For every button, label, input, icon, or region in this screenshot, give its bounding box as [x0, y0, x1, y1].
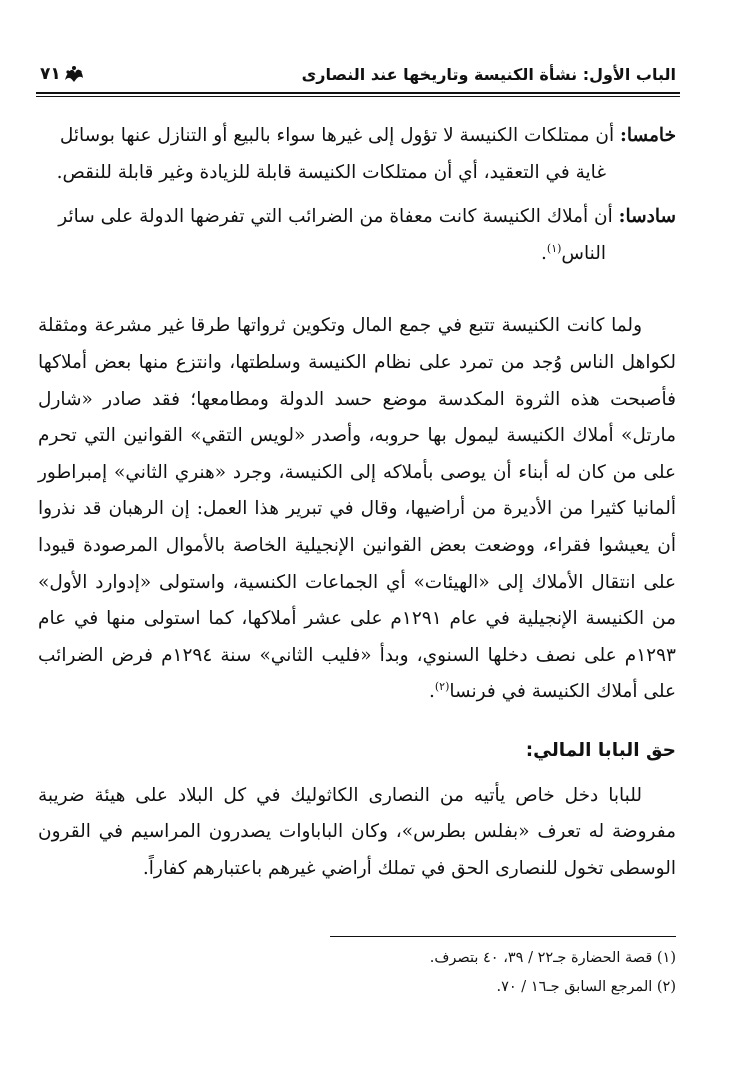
item-text-sixth-line2-wrap: [38, 236, 676, 273]
item-text-fifth-line1: أن ممتلكات الكنيسة لا تؤول إلى غيرها سواء بالبيع أو التنازل عنها بوسائل: [59, 125, 621, 146]
list-item-fifth: [38, 118, 676, 155]
paragraph-confiscations-text: ولما كانت الكنيسة تتبع في جمع المال وتكوين ثرواتها طرقا غير مشرعة ومثقلة لكواهل الناس وُجد من تمرد على نظام الكنيسة وسلطتها، وانتزع منها بعض أملاكها فأصبحت هذه الثروة المكدسة موضع حسد الدولة ومطامعها؛ فقد صادر «شارل مارتل» أملاك الكنيسة ليمول بها حروبه، وأصدر «لويس التقي» القوانين التي تحرم على من كان له أبناء أن يوصى بأملاكه إلى الكنيسة، وجرد «هنري الثاني» إمبراطور ألمانيا كثيرا من الأديرة من أراضيها، وقال في تبرير هذا العمل: إن الرهبان قد نذروا أن يعيشوا فقراء، ووضعت بعض القوانين الإنجيلية الخاصة بالأموال المرصودة قيودا على انتقال الأملاك إلى «الهيئات» أي الجماعات الكنسية، واستولى «إدوارد الأول» من الكنيسة الإنجيلية في عام ١٢٩١م على عشر أملاكها، كما استولى منها في عام ١٢٩٣م على نصف دخلها السنوي، وبدأ «فليب الثاني» سنة ١٢٩٤م فرض الضرائب على أملاك الكنيسة في فرنسا: [38, 315, 676, 703]
item-text-sixth-end: .: [541, 242, 547, 264]
page-number: ٧١: [40, 64, 61, 84]
header-rule-thin: [36, 96, 680, 97]
footnote-ref-2[interactable]: (٢): [434, 680, 450, 694]
footnote-ref-1[interactable]: (١): [546, 241, 562, 255]
page-body: [38, 118, 676, 887]
footnote-separator: [330, 936, 676, 937]
footnotes: [60, 944, 676, 1002]
footnote-1: (١) قصة الحضارة جـ٢٢ / ٣٩، ٤٠ بتصرف.: [429, 950, 676, 966]
paragraph-confiscations-end: .: [428, 681, 435, 703]
item-lead-fifth: خامسا:: [620, 125, 676, 146]
floral-ornament-icon: [63, 64, 85, 84]
footnote-2: (٢) المرجع السابق جـ١٦ / ٧٠.: [496, 979, 676, 995]
page-header: [40, 58, 676, 90]
header-rule: [36, 92, 680, 94]
page-number-box: [40, 64, 85, 84]
paragraph-confiscations: [38, 308, 676, 711]
running-title: الباب الأول: نشأة الكنيسة وتاريخها عند النصارى: [301, 64, 676, 84]
list-item-sixth: [38, 199, 676, 236]
section-heading: حق البابا المالي:: [525, 739, 676, 761]
item-lead-sixth: سادسا:: [618, 206, 676, 228]
item-text-sixth-line2: الناس: [561, 242, 606, 264]
item-text-sixth-line1: أن أملاك الكنيسة كانت معفاة من الضرائب التي تفرضها الدولة على سائر: [58, 206, 619, 228]
paragraph-papal-income: للبابا دخل خاص يأتيه من النصارى الكاثوليك في كل البلاد على هيئة ضريبة مفروضة له تعرف «بفلس بطرس»، وكان الباباوات يصدرون المراسيم في القرون الوسطى تخول للنصارى الحق في تملك أراضي غيرهم باعتبارهم كفاراً.: [38, 784, 676, 879]
item-text-fifth-line2: غاية في التعقيد، أي أن ممتلكات الكنيسة قابلة للزيادة وغير قابلة للنقص.: [56, 161, 606, 183]
